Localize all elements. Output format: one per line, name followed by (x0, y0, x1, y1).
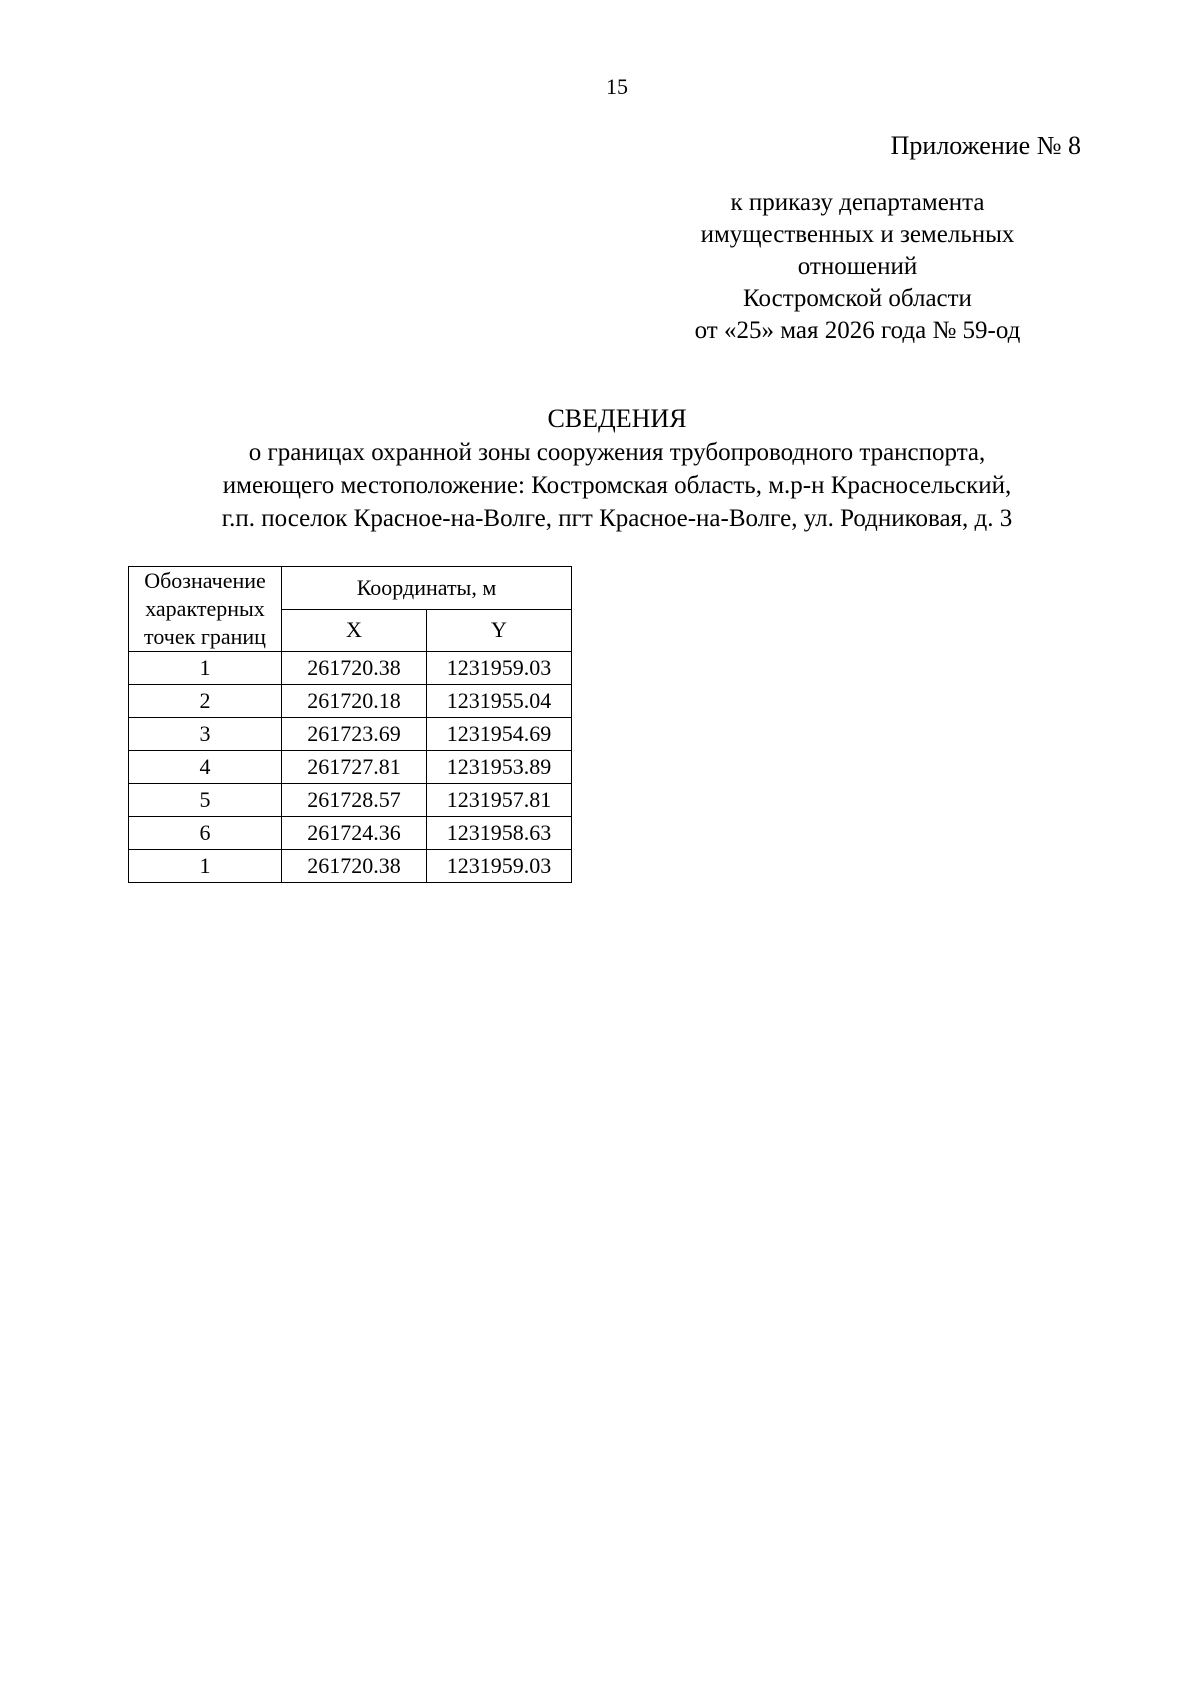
table-row (129, 817, 572, 850)
x-cell: 261720.18 (282, 685, 427, 718)
document-title: СВЕДЕНИЯ (547, 404, 687, 433)
point-cell: 5 (129, 784, 282, 817)
x-cell: 261720.38 (282, 850, 427, 883)
order-line: имущественных и земельных (700, 221, 1015, 248)
table-row (129, 784, 572, 817)
order-line: к приказу департамента (730, 189, 985, 216)
x-column-header: X (282, 609, 427, 652)
y-cell: 1231953.89 (427, 751, 572, 784)
point-designation-header (129, 567, 282, 652)
table-row (129, 685, 572, 718)
order-reference (605, 187, 1110, 347)
y-cell: 1231959.03 (427, 850, 572, 883)
table-row (129, 850, 572, 883)
x-cell: 261727.81 (282, 751, 427, 784)
order-line: отношений (797, 253, 918, 280)
order-line: Костромской области (743, 285, 972, 312)
table-row (129, 718, 572, 751)
x-cell: 261724.36 (282, 817, 427, 850)
point-cell: 4 (129, 751, 282, 784)
point-cell: 1 (129, 850, 282, 883)
document-subtitle (140, 436, 1094, 535)
header-text-line: характерных (145, 596, 265, 621)
coordinates-header: Координаты, м (282, 567, 572, 610)
table-header-row (129, 567, 572, 610)
point-cell: 3 (129, 718, 282, 751)
coordinates-table (128, 566, 572, 883)
y-cell: 1231954.69 (427, 718, 572, 751)
header-text-line: Обозначение (144, 568, 266, 593)
y-cell: 1231957.81 (427, 784, 572, 817)
order-date-number: от «25» мая 2026 года № 59-од (694, 317, 1021, 344)
table-row (129, 652, 572, 685)
subtitle-line: г.п. поселок Красное-на-Волге, пгт Красное-на-Волге, ул. Родниковая, д. 3 (221, 505, 1013, 532)
y-column-header: Y (427, 609, 572, 652)
page-number: 15 (606, 74, 628, 99)
table-row (129, 751, 572, 784)
subtitle-line: о границах охранной зоны сооружения трубопроводного транспорта, (248, 439, 986, 466)
subtitle-line: имеющего местоположение: Костромская область, м.р-н Красносельский, (222, 472, 1012, 499)
y-cell: 1231958.63 (427, 817, 572, 850)
coordinates-table-body (129, 567, 572, 883)
x-cell: 261728.57 (282, 784, 427, 817)
appendix-label: Приложение № 8 (890, 131, 1081, 160)
x-cell: 261723.69 (282, 718, 427, 751)
y-cell: 1231959.03 (427, 652, 572, 685)
point-cell: 1 (129, 652, 282, 685)
header-text-line: точек границ (144, 624, 266, 649)
x-cell: 261720.38 (282, 652, 427, 685)
point-cell: 2 (129, 685, 282, 718)
point-cell: 6 (129, 817, 282, 850)
y-cell: 1231955.04 (427, 685, 572, 718)
